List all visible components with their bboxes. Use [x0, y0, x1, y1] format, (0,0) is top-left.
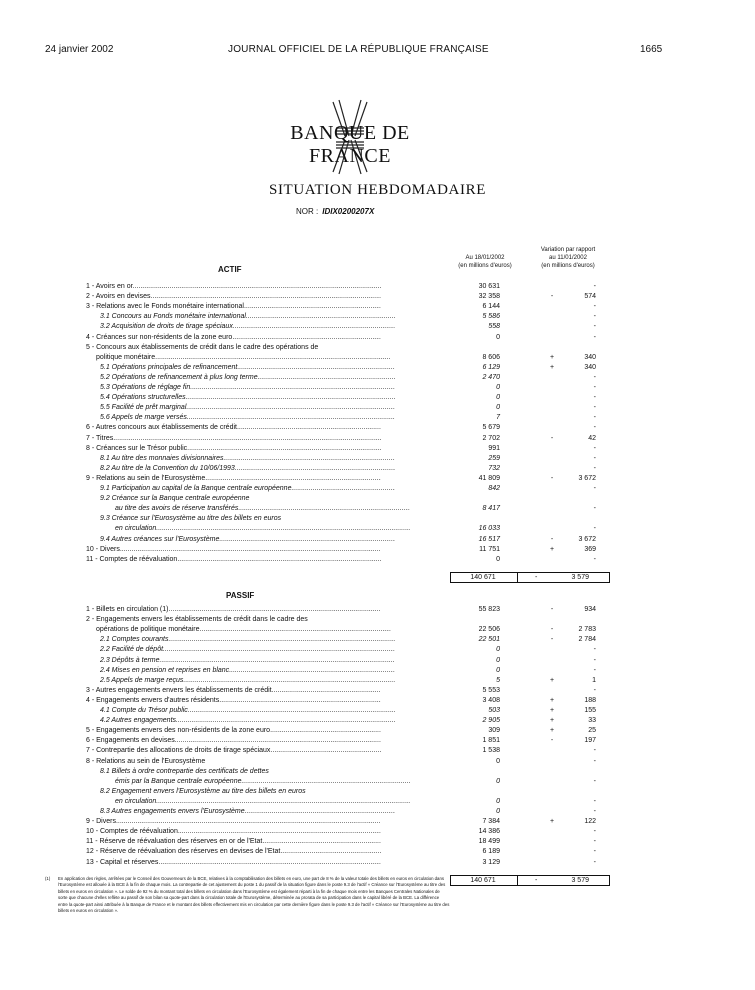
row-variation: 2 784	[578, 636, 596, 644]
row-label: émis par la Banque centrale européenne .....	[86, 777, 410, 786]
row-amount: 2 470	[482, 373, 500, 381]
row-label: 9.1 Participation au capital de la Banque centrale européenne .....	[86, 484, 395, 493]
row-variation: 122	[584, 818, 596, 826]
row-variation-sign: -	[550, 606, 554, 613]
row-label: 7 - Contrepartie des allocations de droits de tirage spéciaux .....	[86, 746, 381, 755]
row-label: 10 - Divers .....	[86, 545, 381, 554]
row-amount: 8 417	[482, 505, 500, 513]
table-row	[0, 555, 755, 564]
table-row	[0, 535, 755, 544]
table-row	[0, 312, 755, 321]
row-amount: 3 129	[482, 858, 500, 866]
table-row	[0, 434, 755, 443]
column-header-line: (en millions d'euros)	[541, 263, 595, 269]
table-row	[0, 757, 755, 766]
row-label: 10 - Comptes de réévaluation .....	[86, 827, 381, 836]
footnote-text: En application des règles, arrêtées par le Conseil des Gouverneurs de la BCE, relatives à la comptabilisation des billets en euro, une part de 8 % de la valeur totale des billets en euros en circulation dans l'Eurosystème est allouée à la BCE à la fin de chaque mois. La contrepartie de cet ajustement du poste 1 du passif de la situation figure dans le poste 9.3 de l'actif « Créance sur l'Eurosystème au titre des billets en euros en circulation ». Le solde de 92 % du montant total des billets en circulation dans l'Eurosystème est également réparti à la fin de chaque mois entre les Banques Centrales Nationales de sorte que chacune d'elles reflète au passif de son bilan sa quote-part dans la circulation totale de l'Eurosystème, déterminée au prorata de sa participation dans le capital libéré de la BCE. La différence entre la quote-part ainsi attribuée à la Banque de France et le montant des billets effectivement mis en circulation par cette dernière figure dans le poste 9.3 de l'actif « Créance sur l'Eurosystème au titre des billets en euros en circulation ».	[58, 876, 450, 914]
row-amount: 5	[496, 676, 500, 684]
row-variation: 197	[584, 737, 596, 745]
section-title-actif: ACTIF	[218, 265, 242, 274]
total-actif-sign: -	[535, 574, 538, 581]
row-variation: -	[593, 858, 596, 866]
table-row	[0, 302, 755, 311]
row-variation: -	[593, 384, 596, 391]
row-variation: -	[593, 646, 596, 654]
row-amount: 0	[496, 757, 500, 765]
row-label: 1 - Avoirs en or .....	[86, 282, 381, 291]
section-title-passif: PASSIF	[226, 591, 255, 600]
row-amount: 0	[496, 656, 500, 664]
row-variation: -	[593, 424, 596, 432]
row-label: 1 - Billets en circulation (1) .....	[86, 605, 381, 614]
row-variation-sign: -	[550, 535, 554, 543]
row-amount: 8 606	[482, 353, 500, 361]
row-variation: 574	[584, 293, 596, 301]
row-amount: 0	[496, 808, 500, 815]
row-variation: -	[593, 414, 596, 422]
page-number: 1665	[640, 44, 663, 55]
row-amount: 30 631	[478, 283, 500, 290]
row-amount: 7 384	[482, 818, 500, 826]
row-variation-sign: +	[549, 353, 555, 361]
row-variation: 25	[588, 727, 596, 735]
row-label: 2.5 Appels de marge reçus .....	[86, 676, 395, 685]
total-passif-box	[450, 875, 610, 886]
row-amount: 22 501	[478, 636, 500, 644]
row-label: 3.2 Acquisition de droits de tirage spéciaux .....	[86, 322, 395, 331]
row-label: 4.1 Compte du Trésor public .....	[86, 706, 395, 715]
row-variation: -	[593, 404, 596, 412]
total-passif-amount: 140 671	[470, 877, 496, 884]
row-label: opérations de politique monétaire .....	[86, 625, 391, 634]
row-variation: -	[593, 525, 596, 533]
row-amount: 991	[488, 444, 500, 452]
table-row	[0, 615, 755, 624]
total-actif-variation: 3 579	[571, 574, 589, 581]
column-header-line: Variation par rapport	[540, 247, 596, 253]
table-row	[0, 343, 755, 352]
table-row	[0, 696, 755, 705]
row-variation: -	[593, 283, 596, 290]
row-amount: 55 823	[478, 606, 500, 613]
row-label: 5.1 Opérations principales de refinancement .....	[86, 363, 395, 372]
row-variation: -	[593, 747, 596, 755]
row-label: 12 - Réserve de réévaluation des réserves en devises de l'Etat .....	[86, 847, 381, 856]
table-row	[0, 514, 755, 523]
row-label: 9 - Relations au sein de l'Eurosystème .....	[86, 474, 381, 483]
row-amount: 18 499	[478, 838, 500, 846]
row-variation: -	[593, 555, 596, 563]
row-variation: 1	[592, 676, 596, 684]
row-variation: -	[593, 666, 596, 674]
row-variation: -	[593, 848, 596, 856]
row-variation-sign: +	[549, 676, 555, 684]
table-row	[0, 726, 755, 735]
row-label: 8 - Créances sur le Trésor public .....	[86, 444, 381, 453]
row-label: en circulation .....	[86, 797, 410, 806]
row-label: 5 - Engagements envers des non-résidents de la zone euro .....	[86, 726, 381, 735]
table-row	[0, 817, 755, 826]
row-label: 9.3 Créance sur l'Eurosystème au titre des billets en euros	[100, 515, 282, 523]
row-amount: 5 586	[482, 313, 500, 321]
row-label: 9.4 Autres créances sur l'Eurosystème .....	[86, 535, 395, 544]
footnote	[45, 876, 450, 914]
row-label: politique monétaire .....	[86, 353, 391, 362]
table-row	[0, 797, 755, 806]
row-variation: 369	[584, 545, 596, 553]
total-actif-amount: 140 671	[470, 574, 496, 581]
row-variation-sign: +	[549, 707, 555, 714]
row-variation: -	[593, 656, 596, 664]
table-row	[0, 656, 755, 665]
journal-title: JOURNAL OFFICIEL DE LA RÉPUBLIQUE FRANÇAISE	[228, 44, 489, 55]
row-variation-sign: +	[549, 545, 555, 553]
row-variation: 155	[584, 707, 596, 714]
row-label: 2 - Engagements envers les établissements de crédit dans le cadre des	[86, 616, 308, 624]
table-row	[0, 545, 755, 554]
row-variation: -	[593, 464, 596, 472]
table-row	[0, 767, 755, 776]
row-label: 2.1 Comptes courants .....	[86, 635, 395, 644]
row-variation: 340	[584, 363, 596, 371]
row-label: 8.1 Au titre des monnaies divisionnaires .....	[86, 454, 395, 463]
table-row	[0, 676, 755, 685]
table-row	[0, 403, 755, 412]
table-row	[0, 363, 755, 372]
row-variation: 3 672	[578, 535, 596, 543]
row-variation: 3 672	[578, 474, 596, 482]
row-variation: -	[593, 838, 596, 846]
table-row	[0, 847, 755, 856]
row-label: 8 - Relations au sein de l'Eurosystème	[86, 757, 206, 765]
logo-text: BANQUE DE FRANCE	[290, 122, 410, 167]
row-variation-sign: -	[550, 434, 554, 442]
row-amount: 6 189	[482, 848, 500, 856]
row-label: en circulation .....	[86, 524, 410, 533]
row-label: 11 - Réserve de réévaluation des réserves en or de l'Etat .....	[86, 837, 381, 846]
row-amount: 7	[496, 414, 500, 422]
row-variation-sign: -	[550, 636, 554, 644]
row-amount: 0	[496, 646, 500, 654]
table-row	[0, 292, 755, 301]
row-variation-sign: +	[549, 818, 555, 826]
row-amount: 2 702	[482, 434, 500, 442]
table-row	[0, 464, 755, 473]
row-amount: 309	[488, 727, 500, 735]
table-row	[0, 423, 755, 432]
row-label: 5.5 Facilité de prêt marginal .....	[86, 403, 395, 412]
row-label: 6 - Autres concours aux établissements de crédit .....	[86, 423, 381, 432]
nor-label: NOR :	[296, 207, 319, 216]
total-separator	[517, 573, 518, 582]
row-amount: 0	[496, 666, 500, 674]
row-label: 3 - Autres engagements envers les établissements de crédit .....	[86, 686, 381, 695]
row-amount: 5 553	[482, 686, 500, 694]
table-row	[0, 474, 755, 483]
nor-value: IDIX0200207X	[322, 207, 375, 216]
row-amount: 22 506	[478, 626, 500, 634]
row-label: 6 - Engagements en devises .....	[86, 736, 381, 745]
row-variation: 340	[584, 353, 596, 361]
row-label: 13 - Capital et réserves .....	[86, 858, 381, 867]
row-variation-sign: +	[549, 363, 555, 371]
table-row	[0, 454, 755, 463]
table-row	[0, 413, 755, 422]
table-row	[0, 706, 755, 715]
column-header-amount	[440, 254, 530, 270]
row-variation: -	[593, 313, 596, 321]
row-variation: -	[593, 454, 596, 462]
row-label: 2.2 Facilité de dépôt .....	[86, 645, 395, 654]
row-amount: 503	[488, 707, 500, 714]
table-row	[0, 393, 755, 402]
row-amount: 0	[496, 777, 500, 785]
row-variation: 934	[584, 606, 596, 613]
table-row	[0, 484, 755, 493]
table-row	[0, 333, 755, 342]
row-amount: 2 905	[482, 717, 500, 725]
row-amount: 16 517	[478, 535, 500, 543]
row-variation: 42	[588, 434, 596, 442]
table-row	[0, 736, 755, 745]
row-label: 2.3 Dépôts à terme .....	[86, 656, 395, 665]
row-amount: 32 358	[478, 293, 500, 301]
table-row	[0, 383, 755, 392]
table-row	[0, 322, 755, 331]
table-row	[0, 444, 755, 453]
row-amount: 0	[496, 394, 500, 402]
row-label: 3.1 Concours au Fonds monétaire international .....	[86, 312, 395, 321]
table-row	[0, 494, 755, 503]
table-row	[0, 716, 755, 725]
row-variation: -	[593, 757, 596, 765]
row-variation: -	[593, 444, 596, 452]
row-amount: 6 129	[482, 363, 500, 371]
table-row	[0, 807, 755, 816]
column-header-line: Au 18/01/2002	[465, 255, 505, 261]
row-variation: 2 783	[578, 626, 596, 634]
row-label: au titre des avoirs de réserve transférés .....	[86, 504, 410, 513]
row-label: 4 - Créances sur non-résidents de la zone euro .....	[86, 333, 381, 342]
row-label: 5.6 Appels de marge versés .....	[86, 413, 395, 422]
row-label: 11 - Comptes de réévaluation .....	[86, 555, 381, 564]
row-label: 9.2 Créance sur la Banque centrale européenne	[100, 495, 250, 503]
row-variation: -	[593, 777, 596, 785]
table-row	[0, 777, 755, 786]
row-variation-sign: +	[549, 717, 555, 725]
total-separator	[517, 876, 518, 885]
row-variation-sign: -	[550, 626, 554, 634]
row-label: 8.2 Au titre de la Convention du 10/06/1993 .....	[86, 464, 395, 473]
row-amount: 6 144	[482, 303, 500, 311]
table-row	[0, 645, 755, 654]
row-amount: 1 538	[482, 747, 500, 755]
row-variation: -	[593, 303, 596, 311]
column-header-variation	[527, 246, 609, 270]
table-row	[0, 282, 755, 291]
total-passif-variation: 3 579	[571, 877, 589, 884]
row-amount: 14 386	[478, 828, 500, 836]
row-variation: 33	[588, 717, 596, 725]
row-label: 8.1 Billets à ordre contrepartie des certificats de dettes	[100, 767, 269, 775]
total-passif-sign: -	[535, 877, 538, 884]
table-row	[0, 746, 755, 755]
row-label: 5.3 Opérations de réglage fin .....	[86, 383, 395, 392]
row-amount: 0	[496, 333, 500, 341]
page-date: 24 janvier 2002	[45, 44, 114, 55]
row-variation: -	[593, 323, 596, 331]
row-variation: -	[593, 373, 596, 381]
table-row	[0, 787, 755, 796]
row-amount: 41 809	[478, 474, 500, 482]
row-amount: 732	[488, 464, 500, 472]
table-row	[0, 373, 755, 382]
row-amount: 1 851	[482, 737, 500, 745]
table-row	[0, 666, 755, 675]
row-label: 4 - Engagements envers d'autres résidents .....	[86, 696, 381, 705]
table-row	[0, 827, 755, 836]
row-amount: 259	[488, 454, 500, 462]
row-label: 5 - Concours aux établissements de crédit dans le cadre des opérations de	[86, 343, 319, 351]
row-label: 2 - Avoirs en devises .....	[86, 292, 381, 301]
footnote-mark: (1)	[45, 876, 51, 881]
row-variation-sign: +	[549, 696, 555, 704]
row-label: 5.4 Opérations structurelles .....	[86, 393, 395, 402]
document-title: SITUATION HEBDOMADAIRE	[269, 182, 486, 198]
row-variation: -	[593, 485, 596, 492]
row-variation: -	[593, 797, 596, 805]
row-label: 8.3 Autres engagements envers l'Eurosystème .....	[86, 807, 395, 816]
table-row	[0, 504, 755, 513]
row-amount: 11 751	[479, 545, 500, 553]
table-row	[0, 686, 755, 695]
row-variation-sign: -	[550, 293, 554, 301]
row-variation: -	[593, 505, 596, 513]
row-label: 5.2 Opérations de refinancement à plus long terme .....	[86, 373, 395, 382]
row-label: 7 - Titres .....	[86, 434, 381, 443]
row-variation: 188	[584, 696, 596, 704]
row-amount: 0	[496, 555, 500, 563]
row-amount: 842	[488, 485, 500, 492]
column-header-line: (en millions d'euros)	[458, 263, 512, 269]
row-variation-sign: -	[550, 737, 554, 745]
table-row	[0, 837, 755, 846]
table-row	[0, 635, 755, 644]
row-amount: 0	[496, 404, 500, 412]
row-label: 4.2 Autres engagements .....	[86, 716, 395, 725]
row-amount: 0	[496, 797, 500, 805]
table-row	[0, 605, 755, 614]
row-label: 2.4 Mises en pension et reprises en blanc .....	[86, 666, 395, 675]
row-variation: -	[593, 333, 596, 341]
row-amount: 0	[496, 384, 500, 391]
total-actif-box	[450, 572, 610, 583]
row-variation: -	[593, 394, 596, 402]
nor-reference	[296, 207, 374, 216]
row-label: 3 - Relations avec le Fonds monétaire international .....	[86, 302, 381, 311]
row-label: 9 - Divers .....	[86, 817, 381, 826]
row-label: 8.2 Engagement envers l'Eurosystème au titre des billets en euros	[100, 787, 306, 795]
table-row	[0, 625, 755, 634]
column-header-line: au 11/01/2002	[549, 255, 587, 261]
row-amount: 5 679	[482, 424, 500, 432]
row-amount: 3 408	[482, 696, 500, 704]
table-row	[0, 858, 755, 867]
table-row	[0, 353, 755, 362]
row-amount: 558	[488, 323, 500, 331]
banque-de-france-logo	[250, 96, 450, 176]
row-variation-sign: +	[549, 727, 555, 735]
table-row	[0, 524, 755, 533]
row-variation: -	[593, 808, 596, 815]
row-variation: -	[593, 828, 596, 836]
row-variation: -	[593, 686, 596, 694]
row-amount: 16 033	[478, 525, 500, 533]
row-variation-sign: -	[550, 474, 554, 482]
